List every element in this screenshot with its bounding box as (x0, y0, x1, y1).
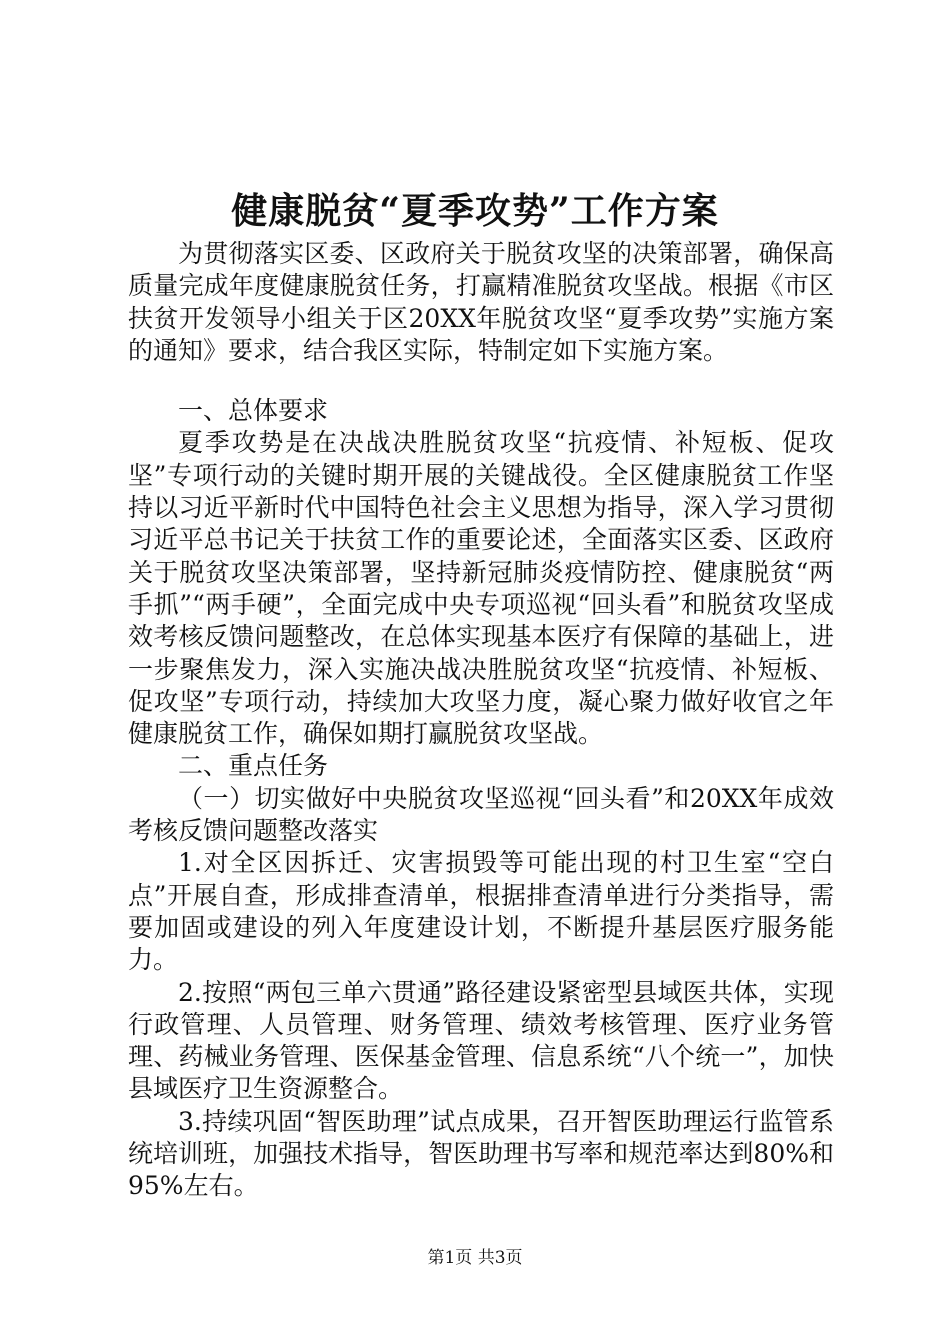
page-number-footer: 第1页 共3页 (427, 1248, 523, 1268)
intro-paragraph: 为贯彻落实区委、区政府关于脱贫攻坚的决策部署，确保高质量完成年度健康脱贫任务，打赢精准脱贫攻坚战。根据《市区扶贫开发领导小组关于区20XX年脱贫攻坚“夏季攻势”实施方案的通知》要求，结合我区实际，特制定如下实施方案。 (128, 239, 834, 365)
task-item-3: 3.持续巩固“智医助理”试点成果，召开智医助理运行监管系统培训班，加强技术指导，智医助理书写率和规范率达到80%和95%左右。 (128, 1106, 834, 1201)
subsection-heading-rectification: （一）切实做好中央脱贫攻坚巡视“回头看”和20XX年成效考核反馈问题整改落实 (128, 783, 834, 846)
document-title: 健康脱贫“夏季攻势”工作方案 (231, 190, 719, 232)
document-body (128, 238, 834, 1203)
general-requirements-paragraph: 夏季攻势是在决战决胜脱贫攻坚“抗疫情、补短板、促攻坚”专项行动的关键时期开展的关键战役。全区健康脱贫工作坚持以习近平新时代中国特色社会主义思想为指导，深入学习贯彻习近平总书记关于扶贫工作的重要论述，全面落实区委、区政府关于脱贫攻坚决策部署，坚持新冠肺炎疫情防控、健康脱贫“两手抓”“两手硬”，全面完成中央专项巡视“回头看”和脱贫攻坚成效考核反馈问题整改，在总体实现基本医疗有保障的基础上，进一步聚焦发力，深入实施决战决胜脱贫攻坚“抗疫情、补短板、促攻坚”专项行动，持续加大攻坚力度，凝心聚力做好收官之年健康脱贫工作，确保如期打赢脱贫攻坚战。 (128, 428, 834, 749)
task-item-2: 2.按照“两包三单六贯通”路径建设紧密型县域医共体，实现行政管理、人员管理、财务管理、绩效考核管理、医疗业务管理、药械业务管理、医保基金管理、信息系统“八个统一”，加快县域医疗卫生资源整合。 (128, 977, 834, 1104)
section-heading-key-tasks: 二、重点任务 (178, 751, 329, 781)
paragraph-spacer (128, 367, 834, 395)
task-item-1: 1.对全区因拆迁、灾害损毁等可能出现的村卫生室“空白点”开展自查，形成排查清单，根据排查清单进行分类指导，需要加固或建设的列入年度建设计划，不断提升基层医疗服务能力。 (128, 848, 834, 975)
section-heading-general-requirements: 一、总体要求 (178, 396, 329, 426)
